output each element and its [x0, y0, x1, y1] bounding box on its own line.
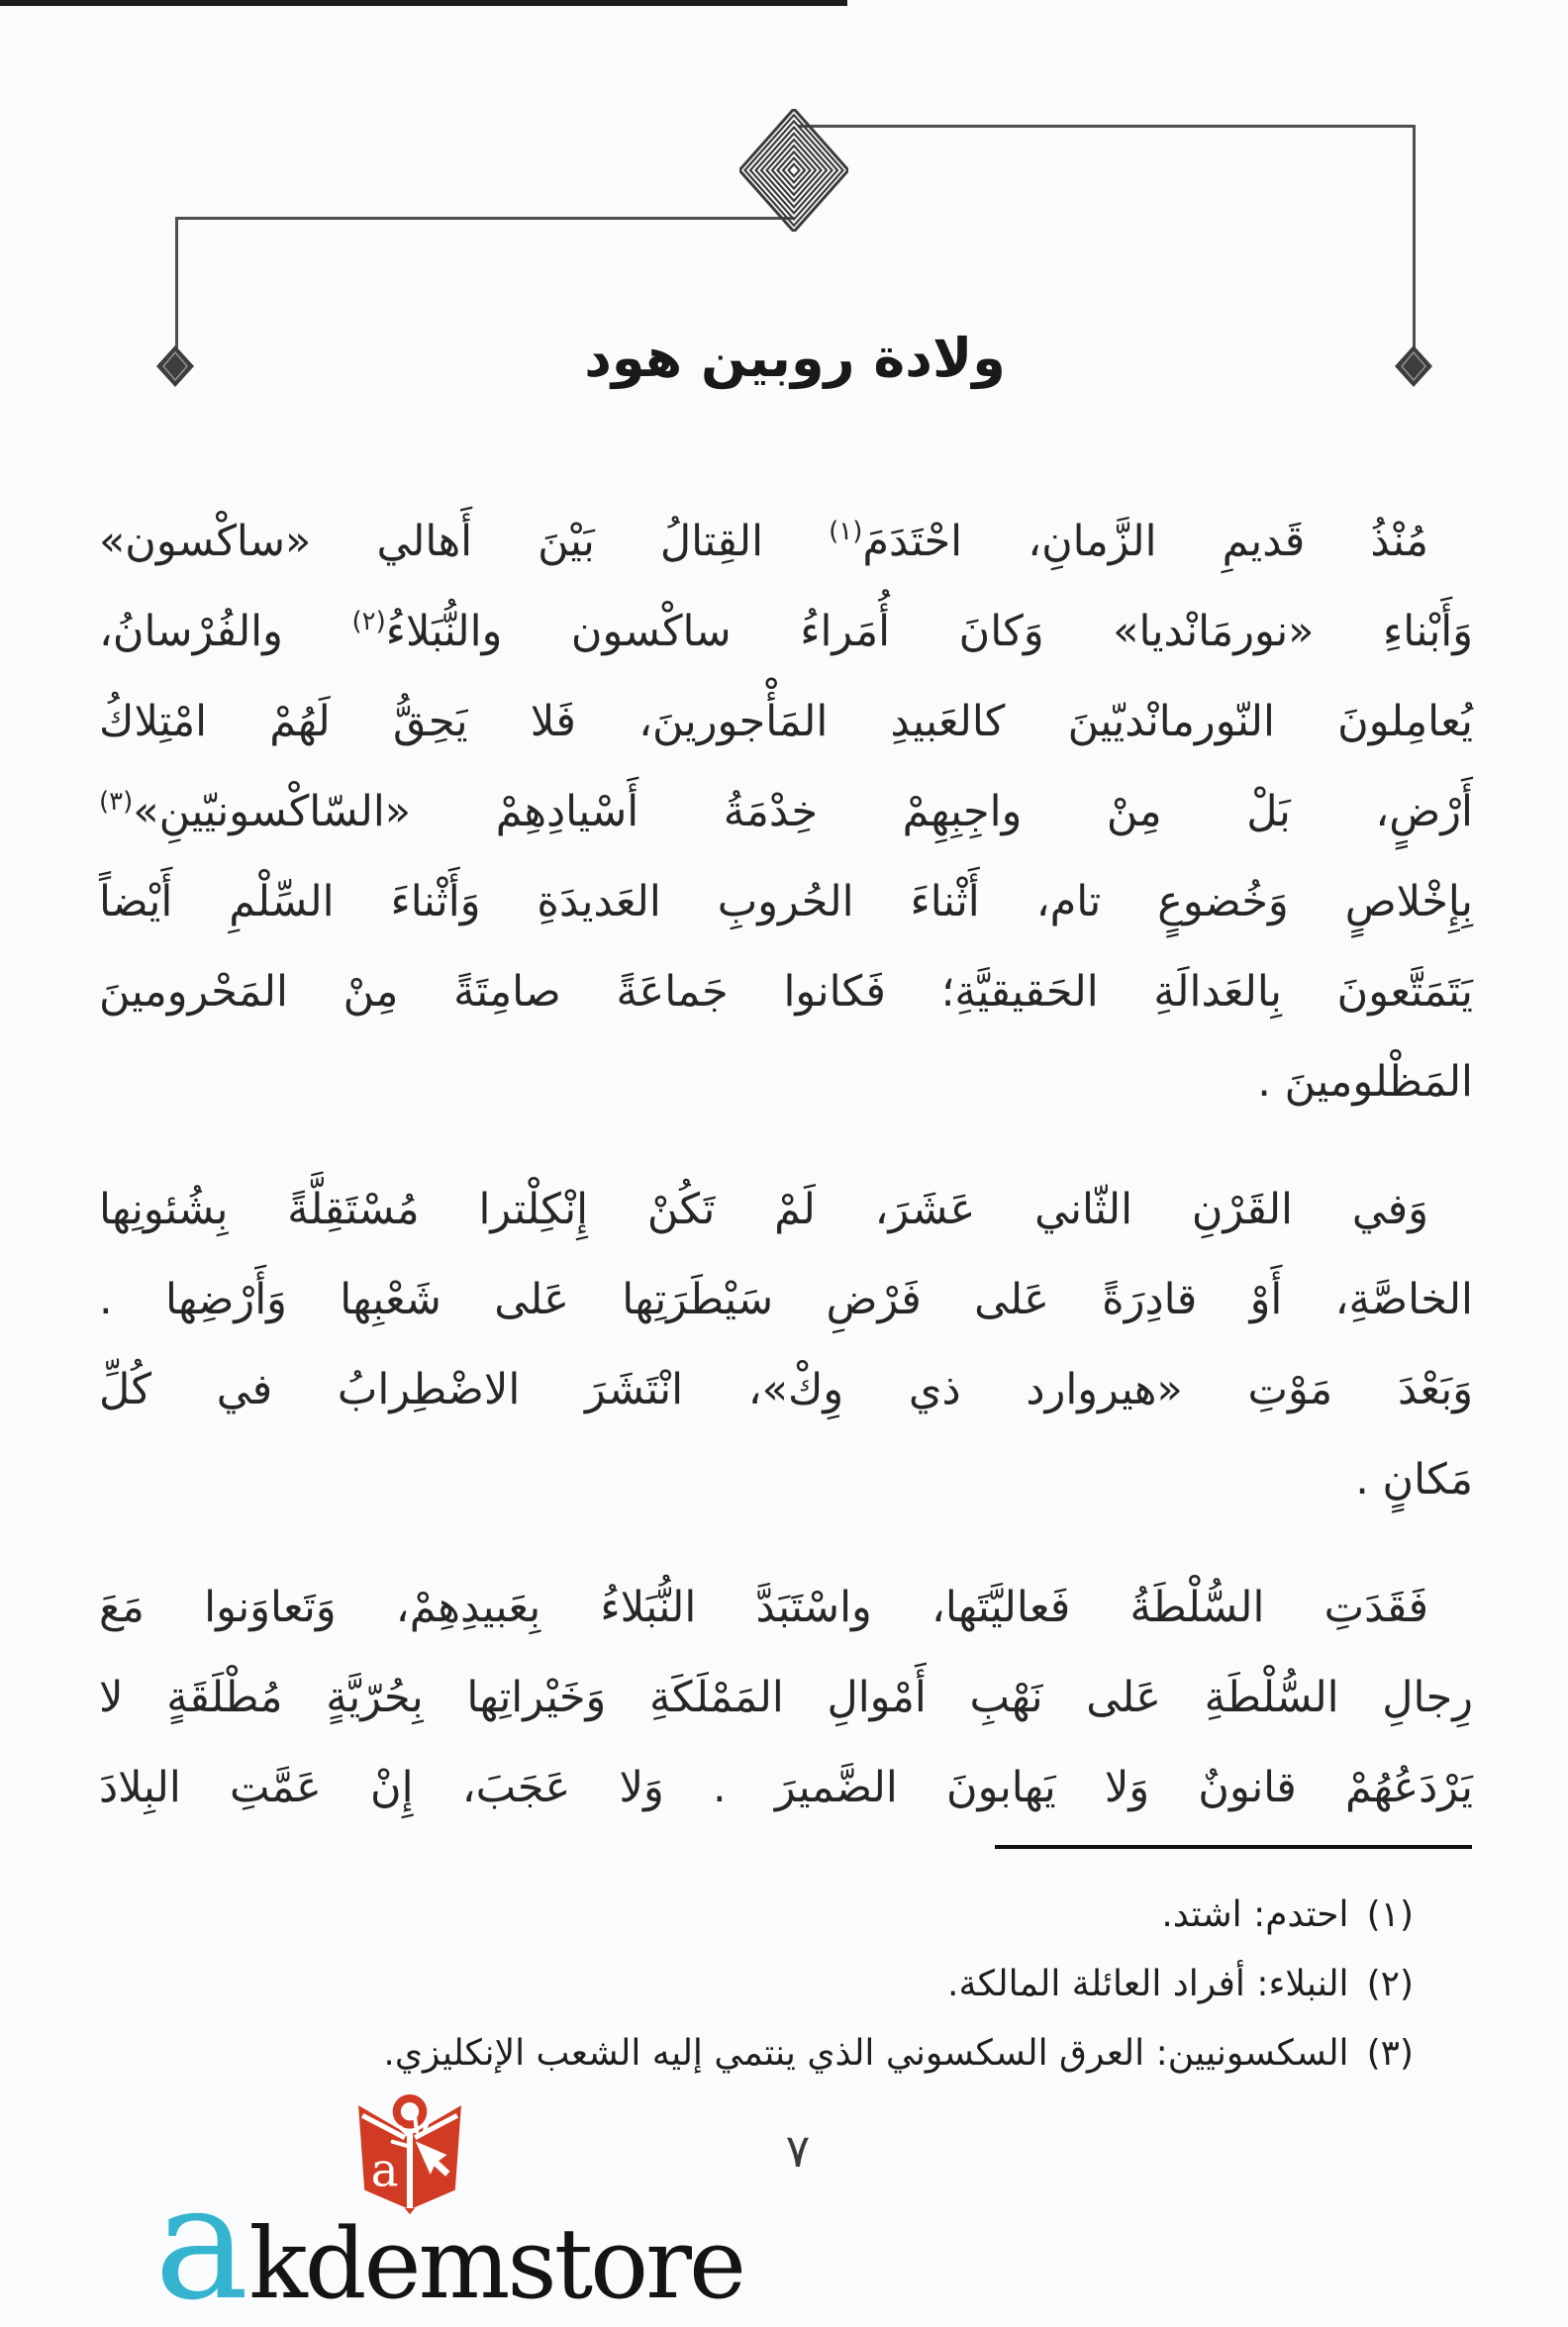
- text-segment: مَكانٍ .: [1355, 1455, 1473, 1504]
- book-letter: a: [370, 2144, 399, 2198]
- body-line: [99, 1255, 1473, 1345]
- text-segment: يُعامِلونَ النّورمانْديّينَ كالعَبيدِ المَأْجورينَ، فَلا يَحِقُّ لَهُمْ امْتِلاكُ: [99, 697, 1473, 746]
- text-segment: مُنْذُ قَديمِ الزَّمانِ، احْتَدَمَ: [862, 517, 1428, 566]
- footnote-text: السكسونيين: العرق السكسوني الذي ينتمي إليه الشعب الإنكليزي.: [383, 2033, 1349, 2074]
- footnote-item: [99, 2019, 1414, 2088]
- text-segment: الخاصَّةِ، أَوْ قادِرَةً عَلى فَرْضِ سَيْطَرَتِها عَلى شَعْبِها وَأَرْضِها .: [99, 1275, 1473, 1324]
- body-line: [99, 947, 1473, 1037]
- footnote-marker: (١): [1366, 1894, 1414, 1935]
- body-line: [99, 1653, 1473, 1743]
- body-line: [99, 497, 1473, 587]
- body-text: [99, 497, 1473, 1833]
- brand-first-letter: a: [154, 2150, 249, 2327]
- page-title: ولادة روبين هود: [584, 327, 1006, 389]
- text-segment: رِجالِ السُّلْطَةِ عَلى نَهْبِ أَمْوالِ المَمْلَكَةِ وَخَيْراتِها بِحُرّيَّةٍ مُطْلَقَةٍ لا: [99, 1673, 1473, 1722]
- text-segment: بِإِخْلاصٍ وَخُضوعٍ تام، أَثْناءَ الحُروبِ العَديدَةِ وَأَثْناءَ السِّلْمِ أَيْضاً: [99, 877, 1473, 926]
- text-segment: والفُرْسانُ،: [99, 607, 352, 656]
- body-line: [99, 857, 1473, 947]
- frame-top-line: [798, 125, 1416, 128]
- body-line: [99, 677, 1473, 767]
- text-segment: فَقَدَتِ السُّلْطَةُ فَعاليَّتَها، واسْتَبَدَّ النُّبَلاءُ بِعَبيدِهِمْ، وَتَعاوَنوا مَعَ: [99, 1583, 1428, 1632]
- paragraph: [99, 1563, 1473, 1833]
- brand-rest-letters: kdemstore: [248, 2208, 743, 2321]
- page-number: ٧: [785, 2124, 811, 2178]
- body-line: [99, 1165, 1473, 1255]
- footnote-ref: (٢): [351, 607, 386, 636]
- footnote-text: احتدم: اشتد.: [1161, 1894, 1349, 1935]
- footnote-ref: (١): [829, 517, 863, 546]
- scan-edge-artifact: [0, 0, 847, 6]
- paragraph: [99, 497, 1473, 1127]
- footnotes: [99, 1881, 1473, 2088]
- frame-bottom-line: [175, 217, 794, 220]
- body-line: [99, 1743, 1473, 1833]
- body-line: [99, 1037, 1473, 1127]
- body-line: [99, 587, 1473, 677]
- brand-wordmark: [154, 2150, 743, 2327]
- frame-right-line: [1413, 125, 1416, 348]
- body-line: [99, 1435, 1473, 1525]
- body-line: [99, 767, 1473, 857]
- footnote-text: النبلاء: أفراد العائلة المالكة.: [947, 1964, 1349, 2004]
- ornament-diamond-icon: [739, 109, 848, 232]
- text-segment: وَبَعْدَ مَوْتِ «هيروارد ذي وِكْ»، انْتَشَرَ الاضْطِرابُ في كُلِّ: [99, 1365, 1473, 1414]
- footnote-marker: (٣): [1366, 2033, 1414, 2074]
- footnote-separator: [995, 1845, 1472, 1849]
- footnote-item: [99, 1950, 1414, 2019]
- text-segment: القِتالُ بَيْنَ أَهالي «ساكْسون»: [99, 517, 830, 566]
- footnote-ref: (٣): [99, 787, 134, 817]
- footnote-item: [99, 1881, 1414, 1950]
- paragraph: [99, 1165, 1473, 1525]
- text-segment: أَرْضٍ، بَلْ مِنْ واجِبِهِمْ خِدْمَةُ أَسْيادِهِمْ «السّاكْسونيّينِ»: [133, 787, 1473, 836]
- text-segment: يَتَمَتَّعونَ بِالعَدالَةِ الحَقيقيَّةِ؛ فَكانوا جَماعَةً صامِتَةً مِنْ المَحْرومينَ: [99, 967, 1473, 1017]
- text-segment: وَفي القَرْنِ الثّاني عَشَرَ، لَمْ تَكُنْ إِنْكِلْترا مُسْتَقِلَّةً بِشُئونِها: [99, 1185, 1428, 1234]
- text-segment: يَرْدَعُهُمْ قانونٌ وَلا يَهابونَ الضَّميرَ . وَلا عَجَبَ، إِنْ عَمَّتِ البِلادَ: [99, 1763, 1473, 1812]
- text-segment: وَأَبْناءِ «نورمَانْديا» وَكانَ أُمَراءُ ساكْسون والنُّبَلاءُ: [385, 607, 1474, 656]
- text-segment: المَظْلومينَ .: [1257, 1057, 1473, 1107]
- body-line: [99, 1345, 1473, 1435]
- body-line: [99, 1563, 1473, 1653]
- footnote-marker: (٢): [1366, 1964, 1414, 2004]
